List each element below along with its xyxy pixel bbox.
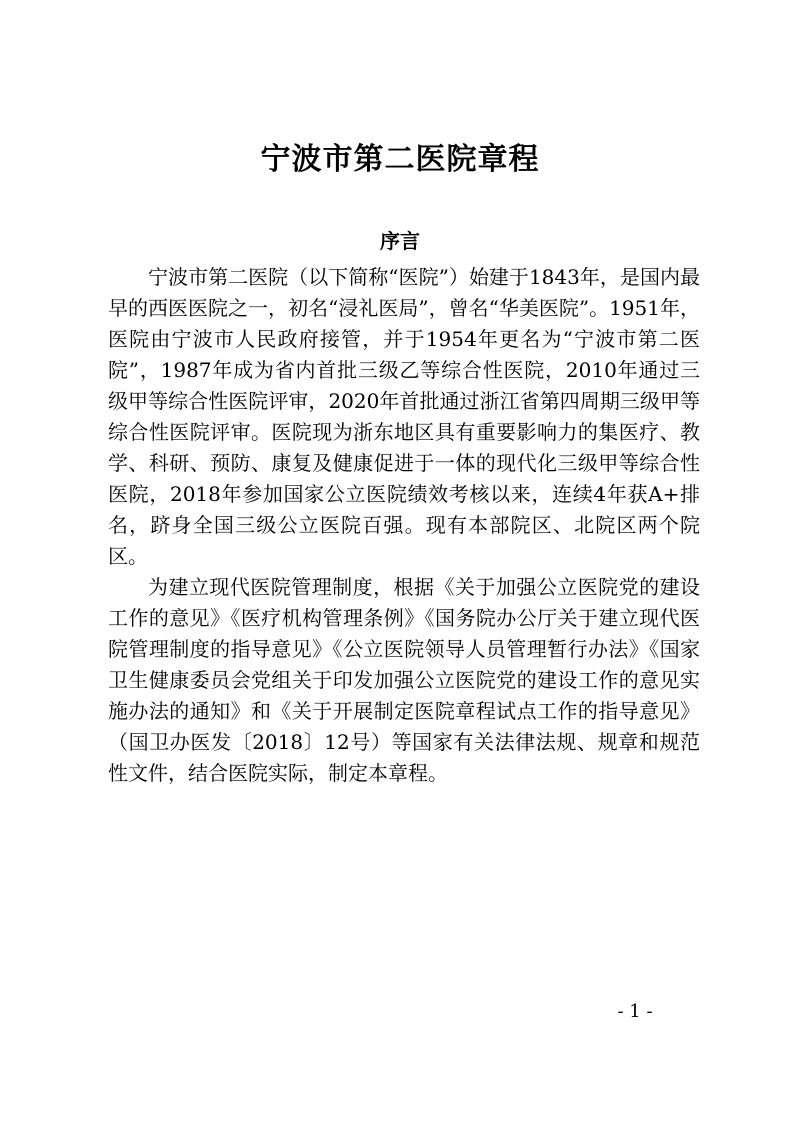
document-body <box>108 262 700 789</box>
page-number: - 1 - <box>617 1001 653 1022</box>
document-title: 宁波市第二医院章程 <box>260 142 540 177</box>
body-paragraph-history: 宁波市第二医院（以下简称“医院”）始建于1843年，是国内最早的西医医院之一，初名“浸礼医局”，曾名“华美医院”。1951年，医院由宁波市人民政府接管，并于1954年更名为“宁波市第二医院”，1987年成为省内首批三级乙等综合性医院，2010年通过三级甲等综合性医院评审，2020年首批通过浙江省第四周期三级甲等综合性医院评审。医院现为浙东地区具有重要影响力的集医疗、教学、科研、预防、康复及健康促进于一体的现代化三级甲等综合性医院，2018年参加国家公立医院绩效考核以来，连续4年获A+排名，跻身全国三级公立医院百强。现有本部院区、北院区两个院区。 <box>108 265 700 568</box>
body-paragraph-basis: 为建立现代医院管理制度，根据《关于加强公立医院党的建设工作的意见》《医疗机构管理条例》《国务院办公厅关于建立现代医院管理制度的指导意见》《公立医院领导人员管理暂行办法》《国家卫生健康委员会党组关于印发加强公立医院党的建设工作的意见实施办法的通知》和《关于开展制定医院章程试点工作的指导意见》（国卫办医发〔2018〕12号）等国家有关法律法规、规章和规范性文件，结合医院实际，制定本章程。 <box>108 575 700 785</box>
section-heading-preface: 序言 <box>380 229 420 253</box>
